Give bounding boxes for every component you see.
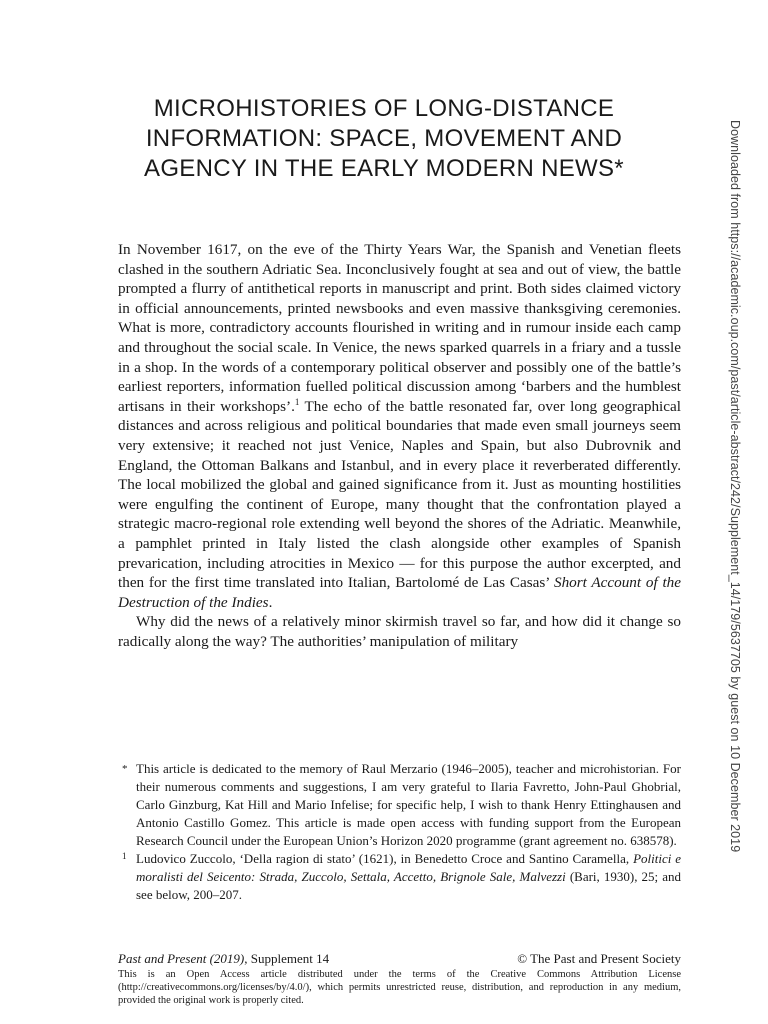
footnote-text: Ludovico Zuccolo, ‘Della ragion di stato’ (1621), in Benedetto Croce and Santino Caramella, [136,851,634,866]
paragraph-text: The echo of the battle resonated far, over long geographical distances and across religious and political boundaries that made even small journeys seem very extensive; it reached not just Venice, Naples and Spain, but also Dubrovnik and England, the Ottoman Balkans and Istanbul, and in every place it reverberated differently. The local mobilized the global and gained significance from it. Just as mounting hostilities were engulfing the continent of Europe, many thought that the confrontation played a strategic macro-regional role extending well beyond the shores of the Adriatic. Meanwhile, a pamphlet printed in Italy listed the clash alongside other examples of Spanish prevarication, including atrocities in Mexico — for this purpose the author excerpted, and then for the first time translated into Italian, Bartolomé de Las Casas’ [118,397,681,592]
paragraph-text: In November 1617, on the eve of the Thirty Years War, the Spanish and Venetian fleets clashed in the southern Adriatic Sea. Inconclusively fought at sea and out of view, the battle prompted a flurry of antithetical reports in manuscript and print. Both sides claimed victory in official announcements, printed newsbooks and even massive thanksgiving ceremonies. What is more, contradictory accounts flourished in writing and in rumour inside each camp and throughout the social scale. In Venice, the news sparked quarrels in a friary and a tussle in a shop. In the words of a contemporary political observer and possibly one of the battle’s earliest reporters, information fuelled political discussion among ‘barbers and the humblest artisans in their workshops’. [118,241,681,415]
paragraph [118,240,681,612]
footnotes [118,760,681,904]
paragraph: Why did the news of a relatively minor skirmish travel so far, and how did it change so radically along the way? The authorities’ manipulation of military [118,613,681,650]
footer-citation-row [118,951,681,967]
copyright: © The Past and Present Society [517,951,681,966]
footnote-star [118,760,681,850]
footnote-text: (Bari, 1930), 25; and see below, 200–207. [136,869,682,902]
article-title [100,94,668,184]
footnote-mark: 1 [122,851,127,861]
footnote-text: This article is dedicated to the memory of Raul Merzario (1946–2005), teacher and microhistorian. For their numerous comments and suggestions, I am very grateful to Ilaria Favretto, John-Paul Ghobrial, Carlo Ginzburg, Kat Hill and Mario Infelise; for specific help, I wish to thank Henry Ettinghausen and Antonio Castillo Gomez. This article is made open access with funding support from the European Research Council under the European Union’s Horizon 2020 programme (grant agreement no. 638578). [136,761,681,848]
download-notice: Downloaded from https://academic.oup.com/past/article-abstract/242/Supplement_14/179/5637705 by guest on 10 December 2019 [728,120,742,853]
book-title: Short Account of the Destruction of the Indies [118,574,682,611]
footnote-book-title: Politici e moralisti del Seicento: Strada, Zuccolo, Settala, Accetto, Brignole Sale, Malvezzi [136,851,682,884]
title-line: INFORMATION: SPACE, MOVEMENT AND [145,125,623,152]
journal-citation [118,951,329,967]
title-line: AGENCY IN THE EARLY MODERN NEWS* [144,155,624,182]
footnote-mark: * [122,763,128,775]
footnote-1 [118,850,681,904]
footnote-ref[interactable]: 1 [294,396,300,407]
page-footer [118,951,681,1008]
license-notice: This is an Open Access article distributed under the terms of the Creative Commons Attribution License (http://creativecommons.org/licenses/by/4.0/), which permits unrestricted reuse, distribution, and reproduction in any medium, provided the original work is properly cited. [118,969,681,1007]
journal-name: Past and Present (2019) [118,951,245,966]
paragraph-text: . [268,593,273,611]
title-line: MICROHISTORIES OF LONG-DISTANCE [153,95,615,122]
supplement-label: , Supplement 14 [244,951,330,966]
article-body [118,240,681,651]
